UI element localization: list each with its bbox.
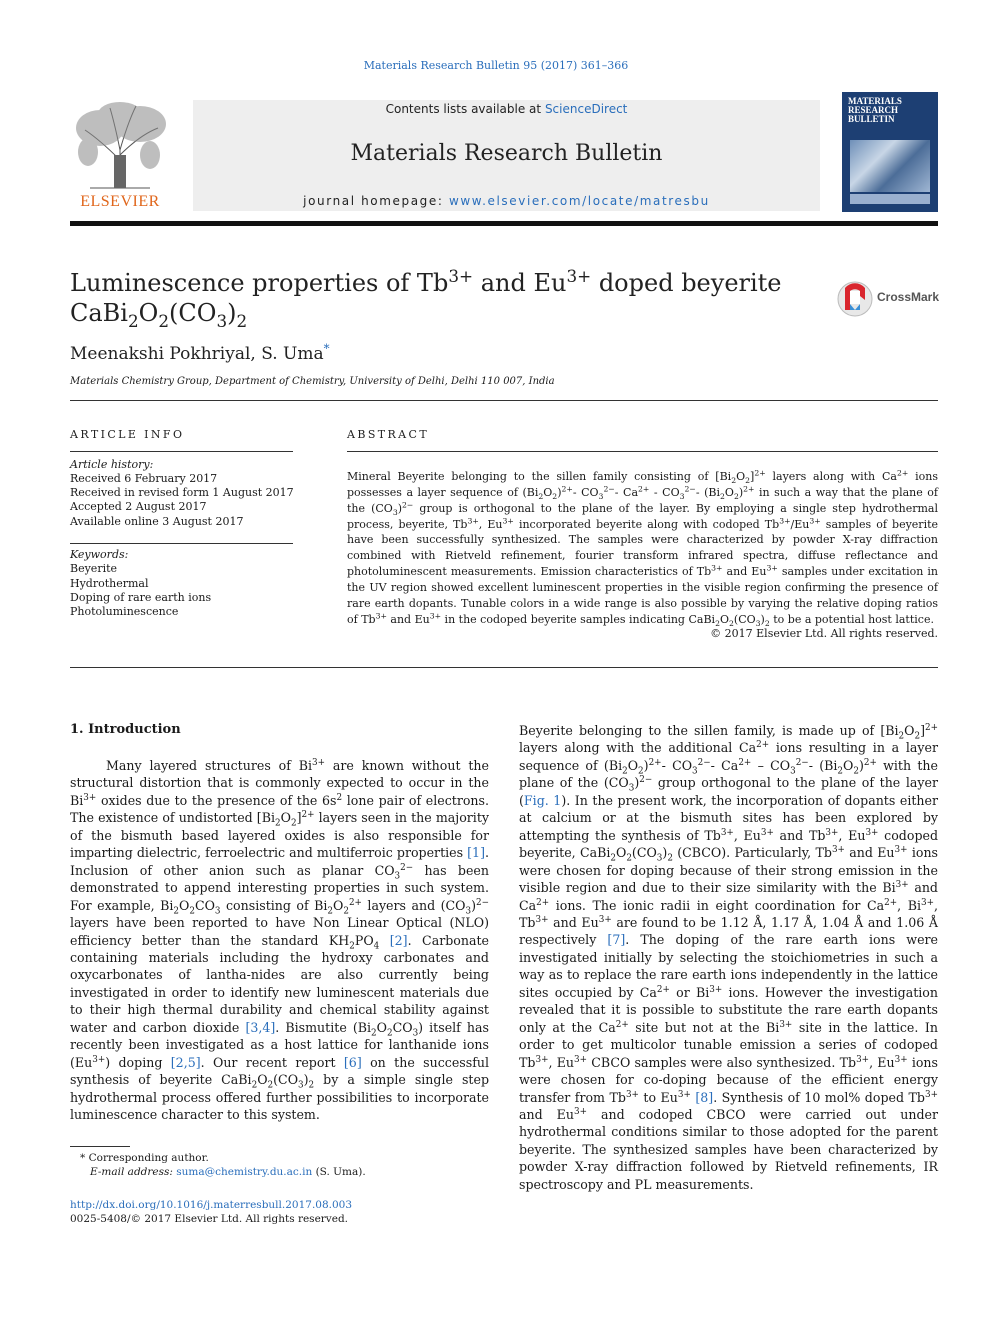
history-label: Article history:	[70, 458, 154, 471]
journal-cover-thumbnail[interactable]	[842, 92, 938, 212]
sciencedirect-link[interactable]: ScienceDirect	[544, 102, 628, 116]
journal-homepage	[193, 194, 820, 208]
article-info-label: ARTICLE INFO	[70, 428, 185, 441]
header-divider	[70, 221, 938, 226]
keyword: Beyerite	[70, 562, 118, 575]
crossmark-icon[interactable]	[836, 280, 876, 318]
cover-title-line: BULLETIN	[848, 114, 895, 124]
author-list: Meenakshi Pokhriyal, S. Uma*	[70, 341, 330, 364]
cover-title-line: MATERIALS	[848, 96, 902, 106]
cover-image	[850, 140, 930, 192]
email-link[interactable]: suma@chemistry.du.ac.in	[176, 1166, 313, 1178]
cover-title	[848, 97, 934, 124]
keywords-label: Keywords:	[70, 548, 129, 561]
abstract-copyright: © 2017 Elsevier Ltd. All rights reserved.	[710, 627, 938, 640]
corresponding-author-note	[80, 1152, 209, 1164]
affiliation: Materials Chemistry Group, Department of Chemistry, University of Delhi, Delhi 110 007, India	[70, 376, 555, 387]
article-title: Luminescence properties of $Tb^{3+}$ and $Eu^{3+}$ doped beyerite $CaBi_2O_2(CO_3)_2$	[70, 266, 782, 331]
abstract-rule	[347, 451, 938, 452]
journal-citation[interactable]: Materials Research Bulletin 95 (2017) 361–366	[363, 59, 629, 72]
email-note	[90, 1166, 366, 1178]
footnote-marker: *	[80, 1152, 89, 1164]
cover-strip	[850, 194, 930, 204]
history-item: Received in revised form 1 August 2017	[70, 486, 294, 499]
issn-line: 0025-5408/© 2017 Elsevier Ltd. All rights reserved.	[70, 1213, 349, 1225]
journal-title: Materials Research Bulletin	[350, 141, 663, 166]
body-column-left	[70, 757, 489, 1124]
contents-prefix: Contents lists available at	[385, 102, 545, 116]
cover-title-line: RESEARCH	[848, 105, 899, 115]
body-column-right	[519, 722, 938, 1193]
history-item: Accepted 2 August 2017	[70, 500, 207, 513]
doi-link[interactable]: http://dx.doi.org/10.1016/j.materresbull.2017.08.003	[70, 1199, 353, 1211]
homepage-prefix: journal homepage:	[303, 194, 449, 208]
keyword: Doping of rare earth ions	[70, 591, 212, 604]
elsevier-wordmark: ELSEVIER	[80, 193, 160, 210]
abstract-text: Mineral Beyerite belonging to the sillen family consisting of $[Bi_2O_2]^{2+}$ layers along with $Ca^{2+}$ ions possesses a layer sequence of $(Bi_2O_2)^{2+}-$ $CO_3^{2-}-$ $Ca^{2+} - CO_3^{2-}-$ $(Bi_2O_2)^{2+}$ in such a way that the plane of the $(CO_3)^{2-}$ group is orthogonal to the plane of the layer. By employing a single step hydrothermal process, beyerite, $Tb^{3+}$, $Eu^{3+}$ incorporated beyerite along with codoped $Tb^{3+}/Eu^{3+}$ samples of beyerite have been successfully synthesized. The samples were characterized by powder X-ray diffraction combined with Rietveld refinement, fourier transform infrared spectra, diffuse reflectance and photoluminescent measurements. Emission characteristics of $Tb^{3+}$ and $Eu^{3+}$ samples under excitation in the UV region showed excellent luminescent properties in the visible region confirming the presence of rare earth dopants. Tunable colors in a wide range is also possible by varying the relative doping ratios of $Tb^{3+}$ and $Eu^{3+}$ in the codoped beyerite samples indicating $CaBi_2O_2(CO_3)_2$ to be a potential host lattice.	[347, 468, 939, 628]
paragraph: Many layered structures of $Bi^{3+}$ are known without the structural distortion that is commonly expected to occur in the $Bi^{3+}$ oxides due to the presence of the $6s^2$ lone pair of electrons. The existence of undistorted $[Bi_2O_2]^{2+}$ layers seen in the majority of the bismuth based layered oxides is also responsible for imparting dielectric, ferroelectric and multiferroic properties [1]. Inclusion of other anion such as planar $CO_3^{2-}$ has been demonstrated to append interesting properties in such system. For example, $Bi_2O_2CO_3$ consisting of $Bi_2O_2^{2+}$ layers and $(CO_3)^{2-}$ layers have been reported to have Non Linear Optical (NLO) efficiency better than the standard $KH_2PO_4$ [2]. Carbonate containing materials including the hydroxy carbonates and oxycarbonates of lantha-nides are also currently being investigated in order to identify new luminescent materials due to their high thermal durability and chemical stability against water and carbon dioxide [3,4]. Bismutite $(Bi_2O_2CO_3)$ itself has recently been investigated as a host lattice for lanthanide ions $(Eu^{3+})$ doping [2,5]. Our recent report [6] on the successful synthesis of beyerite $CaBi_2O_2(CO_3)_2$ by a simple single step hydrothermal process offered further possibilities to incorporate luminescence character to this system.	[70, 757, 490, 1123]
keyword: Photoluminescence	[70, 605, 179, 618]
history-item: Available online 3 August 2017	[70, 515, 244, 528]
crossmark-label[interactable]: CrossMark	[877, 290, 940, 304]
email-suffix: (S. Uma).	[312, 1166, 366, 1178]
history-item: Received 6 February 2017	[70, 472, 218, 485]
abstract-label: ABSTRACT	[347, 428, 430, 441]
paragraph: Beyerite belonging to the sillen family, is made up of $[Bi_2O_2]^{2+}$ layers along with the additional $Ca^{2+}$ ions resulting in a layer sequence of $(Bi_2O_2)^{2+}-$ $CO_3^{2-}-$ $Ca^{2+} - CO_3^{2-}-$ $(Bi_2O_2)^{2+}$ with the plane of the $(CO_3)^{2-}$ group orthogonal to the plane of the layer (Fig. 1). In the present work, the incorporation of dopants either at calcium or at the bismuth sites has been explored by attempting the synthesis of $Tb^{3+}$, $Eu^{3+}$ and $Tb^{3+}$, $Eu^{3+}$ codoped beyerite, $CaBi_2O_2(CO_3)_2$ (CBCO). Particularly, $Tb^{3+}$ and $Eu^{3+}$ ions were chosen for doping because of their strong emission in the visible region and due to their size similarity with the $Bi^{3+}$ and $Ca^{2+}$ ions. The ionic radii in eight coordination for $Ca^{2+}$, $Bi^{3+}$, $Tb^{3+}$ and $Eu^{3+}$ are found to be 1.12 Å, 1.17 Å, 1.04 Å and 1.06 Å respectively [7]. The doping of the rare earth ions were investigated initially by selecting the stoichiometries in such a way as to replace the rare earth ions independently in the lattice sites occupied by $Ca^{2+}$ or $Bi^{3+}$ ions. However the investigation revealed that it is possible to substitute the rare earth dopants only at the $Ca^{2+}$ site but not at the $Bi^{3+}$ site in the lattice. In order to get multicolor tunable emission a series of codoped $Tb^{3+}$, $Eu^{3+}$ CBCO samples were also synthesized. $Tb^{3+}$, $Eu^{3+}$ ions were chosen for co-doping because of the efficient energy transfer from $Tb^{3+}$ to $Eu^{3+}$ [8]. Synthesis of 10 mol% doped $Tb^{3+}$ and $Eu^{3+}$ and codoped CBCO were carried out under hydrothermal conditions similar to those adopted for the parent beyerite. The synthesized samples have been characterized by powder X-ray diffraction followed by Rietveld refinements, IR spectroscopy and PL measurements.	[519, 722, 939, 1192]
email-label: E-mail address:	[90, 1166, 177, 1178]
corresponding-label: Corresponding author.	[88, 1152, 209, 1164]
article-info-rule	[70, 451, 293, 452]
abstract-divider	[70, 667, 938, 668]
keyword: Hydrothermal	[70, 577, 149, 590]
homepage-link[interactable]: www.elsevier.com/locate/matresbu	[448, 194, 710, 208]
title-divider	[70, 400, 938, 401]
keywords-rule	[70, 543, 293, 544]
section-heading: 1. Introduction	[70, 722, 181, 737]
contents-line	[193, 102, 820, 116]
footnote-rule	[70, 1146, 130, 1147]
